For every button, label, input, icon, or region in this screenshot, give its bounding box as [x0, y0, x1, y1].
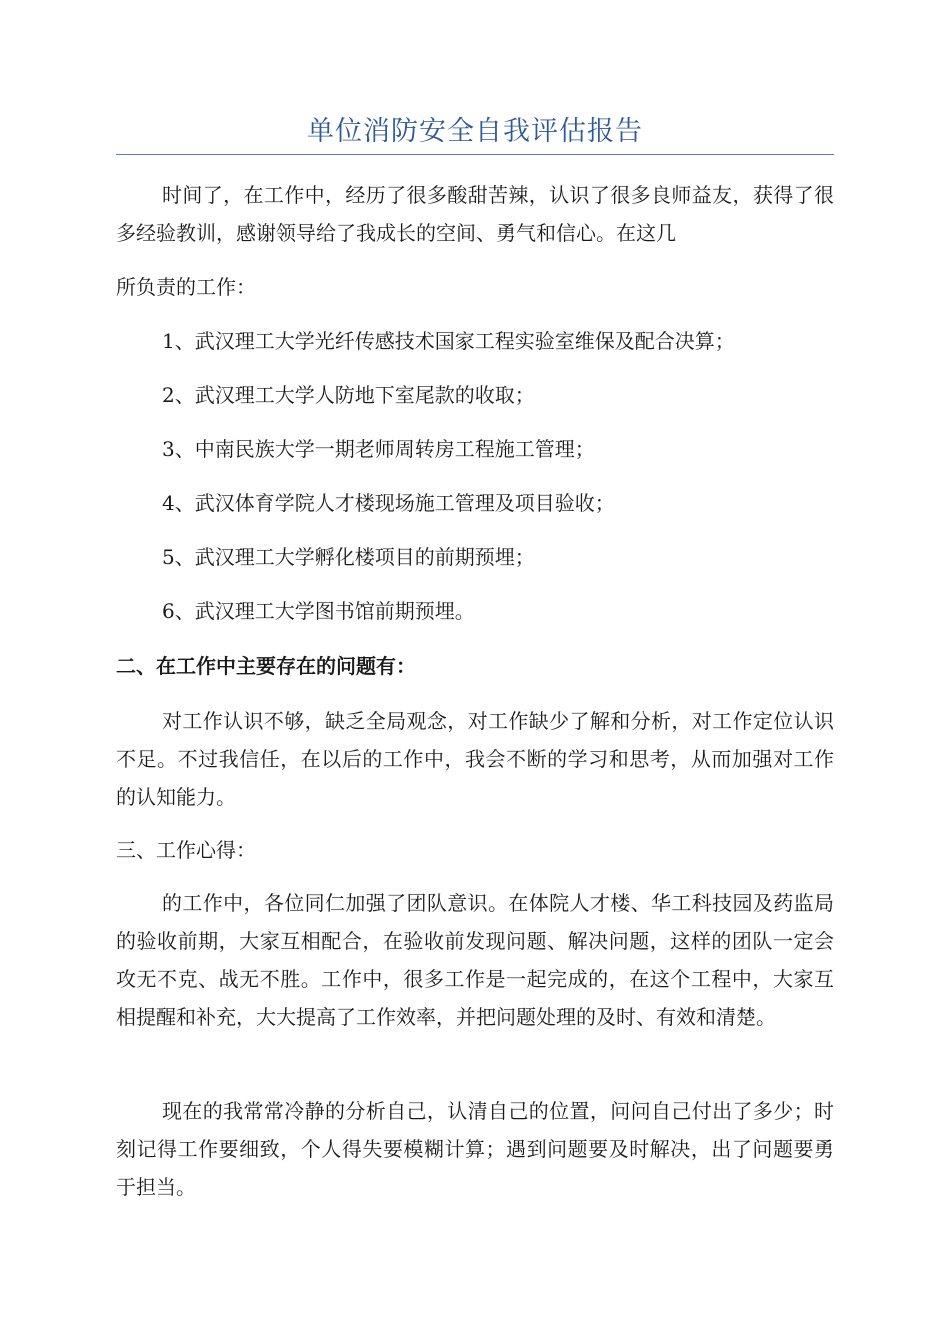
section2-paragraph: 对工作认识不够，缺乏全局观念，对工作缺少了解和分析，对工作定位认识不足。不过我信任，在以后的工作中，我会不断的学习和思考，从而加强对工作的认知能力。	[116, 709, 834, 809]
section3-paragraph-1: 的工作中，各位同仁加强了团队意识。在体院人才楼、华工科技园及药监局的验收前期，大家互相配合，在验收前发现问题、解决问题，这样的团队一定会攻无不克、战无不胜。工作中，很多工作是一起完成的，在这个工程中，大家互相提醒和补充，大大提高了工作效率，并把问题处理的及时、有效和清楚。	[116, 891, 834, 1029]
work-item-1: 1、武汉理工大学光纤传感技术国家工程实验室维保及配合决算；	[162, 329, 735, 353]
section3-heading: 三、工作心得：	[116, 838, 256, 862]
title-underline	[116, 154, 834, 155]
work-item-5: 5、武汉理工大学孵化楼项目的前期预埋；	[162, 545, 535, 569]
work-item-6: 6、武汉理工大学图书馆前期预埋。	[162, 599, 475, 623]
section2-heading: 二、在工作中主要存在的问题有：	[116, 654, 416, 678]
work-item-2: 2、武汉理工大学人防地下室尾款的收取；	[162, 383, 535, 407]
intro-tail: 所负责的工作：	[116, 275, 256, 299]
section3-paragraph-2: 现在的我常常冷静的分析自己，认清自己的位置，问问自己付出了多少；时刻记得工作要细致，个人得失要模糊计算；遇到问题要及时解决，出了问题要勇于担当。	[116, 1099, 834, 1199]
work-item-4: 4、武汉体育学院人才楼现场施工管理及项目验收；	[162, 491, 615, 515]
document-title: 单位消防安全自我评估报告	[307, 116, 643, 147]
intro-paragraph: 时间了，在工作中，经历了很多酸甜苦辣，认识了很多良师益友，获得了很多经验教训，感谢领导给了我成长的空间、勇气和信心。在这几	[116, 183, 834, 245]
work-item-3: 3、中南民族大学一期老师周转房工程施工管理；	[162, 437, 595, 461]
